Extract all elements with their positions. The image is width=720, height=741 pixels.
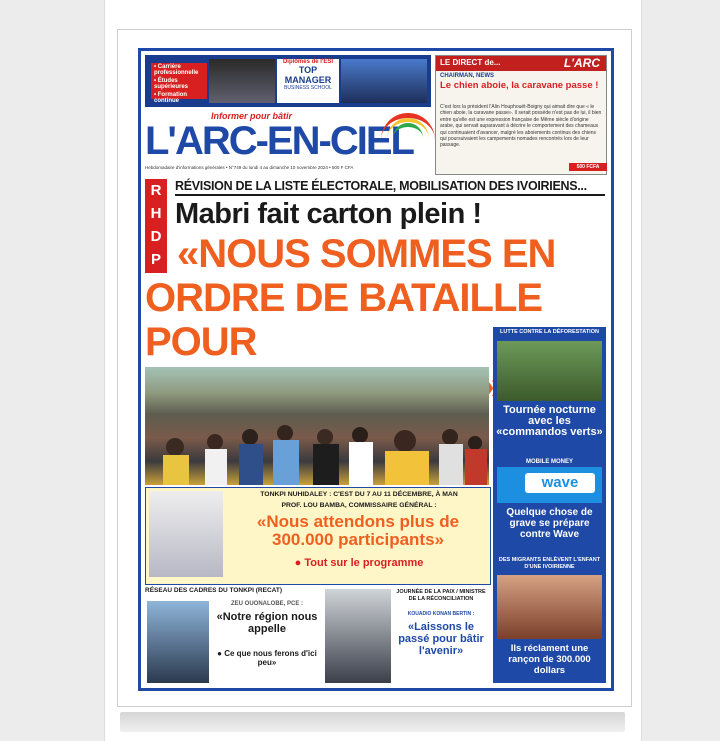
newspaper-cover[interactable] [138, 48, 614, 691]
main-kicker: RÉVISION DE LA LISTE ÉLECTORALE, MOBILISATION DES IVOIRIENS... [175, 179, 587, 193]
crowd-photo [145, 367, 489, 485]
sidebar-story-title[interactable]: Tournée nocturne avec les «commandos verts» [496, 404, 603, 438]
wave-logo [497, 467, 602, 503]
commissioner-portrait [149, 491, 223, 577]
issue-meta: Hebdomadaire d'informations générales • N°749 du lundi 4 au dimanche 10 novembre 2024 • 500 F CFA [145, 165, 354, 170]
wave-logo-text: wave [525, 473, 595, 493]
sidebar-kicker: LUTTE CONTRE LA DÉFORESTATION [500, 329, 599, 335]
tonkpi-speaker: PROF. LOU BAMBA, COMMISSAIRE GÉNÉRAL : [281, 502, 437, 509]
ad-graduation-photo [341, 59, 427, 103]
party-letter: R [150, 182, 162, 199]
peace-speaker: KOUADIO KONAN BERTIN : [407, 611, 475, 617]
page-shadow [120, 712, 625, 732]
quote-line: ORDRE DE BATAILLE POUR [145, 276, 543, 364]
tonkpi-quote[interactable]: «Nous attendons plus de 300.000 participants» [256, 512, 460, 549]
sidebar-story-title[interactable]: Quelque chose de grave se prépare contre Wave [506, 507, 593, 540]
sidebar-kicker: DES MIGRANTS ENLÈVENT L'ENFANT D'UNE IVOIRIENNE [498, 557, 601, 570]
kicker-rule [175, 194, 605, 196]
recat-quote[interactable]: «Notre région nous appelle [216, 611, 318, 635]
main-headline[interactable]: Mabri fait carton plein ! [175, 198, 482, 230]
sidebar-story-title[interactable]: Ils réclament une rançon de 300.000 dollars [508, 643, 591, 676]
party-letter: H [150, 205, 162, 222]
ad-item: • Formation continue [154, 92, 188, 104]
ad-graduates-photo [209, 59, 275, 103]
recat-speaker: ZEU OUONALOBE, PCE : [230, 601, 303, 607]
editorial-header [436, 56, 606, 71]
editorial-kicker: CHAIRMAN, NEWS [440, 73, 494, 79]
ad-brand [277, 59, 339, 103]
editorial-box [435, 55, 607, 175]
editorial-body: C'est lors la président l'Alin Houphouët-Boigny qui aimait dire que « le chien aboie, la caravane passe». Il serait posséde n'est pas de lui, il bien entre qu'elle est une expression française de Même siècle d'origine arabe, qui servait auparavant à décrire le comportement des chameaux qui continuaient d'avancer, malgré les aboiements continus des chiens qui poursuivaient les campements nomades rencontrés lors de leur passage. [440, 104, 602, 149]
editorial-brand: L'ARC [563, 56, 600, 70]
ad-item: • Études supérieures [154, 78, 189, 90]
ad-sub: BUSINESS SCHOOL [284, 85, 332, 91]
quote-line: «NOUS SOMMES EN [177, 232, 556, 276]
price-badge: 500 FCFA [569, 163, 607, 171]
tonkpi-more: ● Tout sur le programme [294, 557, 424, 569]
ad-list [151, 63, 207, 104]
peace-quote[interactable]: «Laissons le passé pour bâtir l'avenir» [398, 621, 484, 657]
party-letter: D [150, 228, 162, 245]
peace-kicker: JOURNÉE DE LA PAIX / MINISTRE DE LA RÉCONCILIATION [396, 589, 486, 602]
ad-title: TOP MANAGER [284, 65, 332, 85]
child-photo [497, 575, 602, 639]
sidebar-kicker: MOBILE MONEY [525, 459, 573, 465]
minister-portrait [325, 589, 391, 683]
forest-patrol-photo [497, 341, 602, 401]
ad-item: • Carrière professionnelle [154, 64, 199, 76]
masthead-title: L'ARC-EN-CIEL [145, 119, 413, 163]
recat-more: ● Ce que nous ferons d'ici peu» [217, 649, 317, 667]
editorial-title: Le chien aboie, la caravane passe ! [440, 80, 599, 91]
crowd-illustration [145, 407, 489, 485]
recat-portrait [147, 601, 209, 683]
party-letter: P [150, 251, 161, 268]
recat-kicker: RÉSEAU DES CADRES DU TONKPI (RECAT) [145, 587, 282, 594]
masthead-slogan: Informer pour bâtir [211, 111, 293, 121]
top-ad-banner [145, 55, 431, 107]
tonkpi-kicker: TONKPI NUHIDALEY : C'EST DU 7 AU 11 DÉCEMBRE, À MAN [260, 491, 458, 498]
editorial-label: LE DIRECT de... [440, 58, 501, 67]
ad-top-text: Diplômés de l'ESI [282, 59, 334, 65]
